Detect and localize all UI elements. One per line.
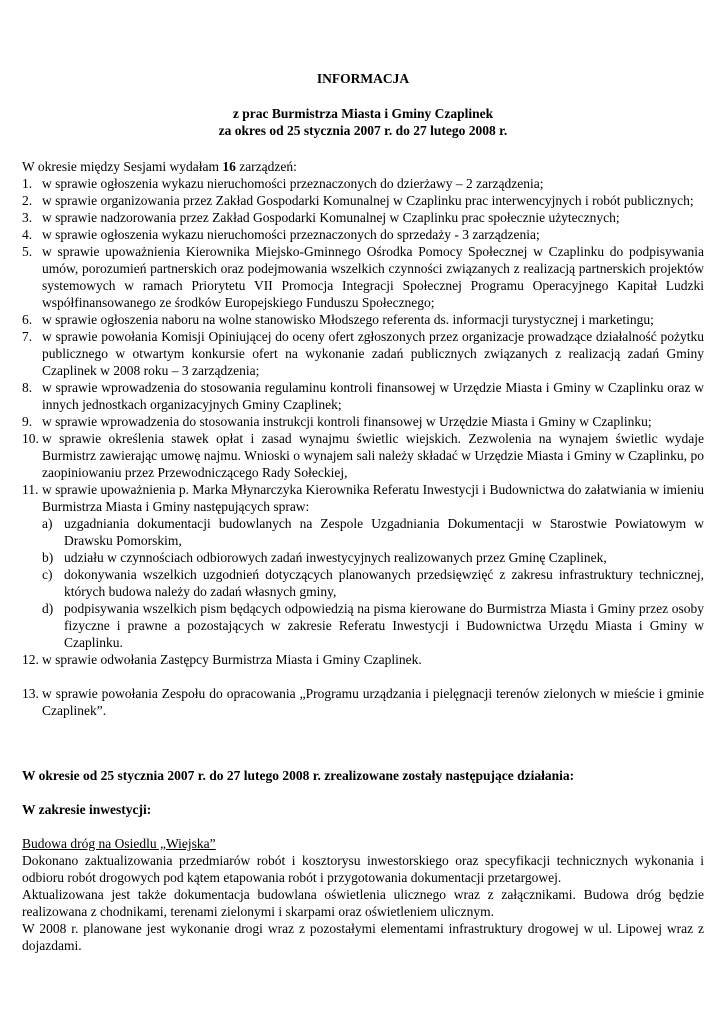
paragraph: Dokonano zaktualizowania przedmiarów robót i kosztorysu inwestorskiego oraz specyfikacji technicznych wykonania i odbioru robót drogowych pod kątem etapowania robót i przygotowania dokumentacji przetargowej. [22,853,704,885]
sub-list-item: b) udziału w czynnościach odbiorowych zadań inwestycyjnych realizowanych przez Gminę Czaplinek, [42,550,607,565]
list-item: 3. w sprawie nadzorowania przez Zakład Gospodarki Komunalnej w Czaplinku prac społecznie użytecznych; [22,210,620,225]
list-item: 12. w sprawie odwołania Zastępcy Burmistrza Miasta i Gminy Czaplinek. [22,652,422,667]
list-item: 2. w sprawie organizowania przez Zakład Gospodarki Komunalnej w Czaplinku prac interwencyjnych i robót publicznych; [22,193,694,208]
list-item: 5. w sprawie upoważnienia Kierownika Miejsko-Gminnego Ośrodka Pomocy Społecznej w Czaplinku do podpisywania umów, porozumień partnerskich oraz podejmowania wszelkich czynności związanych z realizacją partnerskich projektów systemowych w ramach Priorytetu VII Promocja Integracji Społecznej Programu Operacyjnego Kapitał Ludzki współfinansowanego ze środków Europejskiego Funduszu Społecznego; [22,244,704,310]
list-item: 1. w sprawie ogłoszenia wykazu nieruchomości przeznaczonych do dzierżawy – 2 zarządzenia; [22,176,544,191]
list-item: 9. w sprawie wprowadzenia do stosowania instrukcji kontroli finansowej w Urzędzie Miasta i Gminy w Czaplinku; [22,414,652,429]
list-item: 6. w sprawie ogłoszenia naboru na wolne stanowisko Młodszego referenta ds. informacji turystycznej i marketingu; [22,312,654,327]
road-title: Budowa dróg na Osiedlu „Wiejska” [22,836,216,851]
sub-list-item: d) podpisywania wszelkich pism będących odpowiedzią na pisma kierowane do Burmistrza Miasta i Gminy przez osoby fizyczne i prawne a pozostających w zakresie Referatu Inwestycji i Budownictwa Urzędu Miasta i Gminy w Czaplinku. [42,601,704,650]
list-item: 10. w sprawie określenia stawek opłat i zasad wynajmu świetlic wiejskich. Zezwolenia na wynajem świetlic wydaje Burmistrz zawierając umowę najmu. Wnioski o wynajem sali należy składać w Urzędzie Miasta i Gminy w Czaplinku, po zaopiniowaniu przez Przewodniczącego Rady Sołeckiej, [22,431,704,480]
document-subtitle-line2: za okres od 25 stycznia 2007 r. do 27 lutego 2008 r. [218,123,508,138]
list-item: 8. w sprawie wprowadzenia do stosowania regulaminu kontroli finansowej w Urzędzie Miasta i Gminy w Czaplinku oraz w innych jednostkach organizacyjnych Gminy Czaplinek; [22,380,704,412]
sub-list-item: c) dokonywania wszelkich uzgodnień dotyczących planowanych przedsięwzięć z zakresu infrastruktury technicznej, których budowa należy do zadań własnych gminy, [42,567,704,599]
section-heading: W okresie od 25 stycznia 2007 r. do 27 lutego 2008 r. zrealizowane zostały następujące działania: [22,768,575,783]
document-page [22,70,704,954]
paragraph: Aktualizowana jest także dokumentacja budowlana oświetlenia ulicznego wraz z załącznikami. Budowa dróg będzie realizowana z chodnikami, terenami zielonymi i skarpami oraz oświetleniem ulicznym. [22,887,704,919]
paragraph: W 2008 r. planowane jest wykonanie drogi wraz z pozostałymi elementami infrastruktury drogowej w ul. Lipowej wraz z dojazdami. [22,921,704,953]
list-item: 13. w sprawie powołania Zespołu do opracowania „Programu urządzania i pielęgnacji terenów zielonych w mieście i gminie Czaplinek”. [22,686,704,718]
document-title: INFORMACJA [316,71,410,86]
investments-heading: W zakresie inwestycji: [22,802,152,817]
sub-list [22,515,704,651]
sub-list-item: a) uzgadniania dokumentacji budowlanych na Zespole Uzgadniania Dokumentacji w Starostwie Powiatowym w Drawsku Pomorskim, [42,516,704,548]
intro-count: 16 [222,159,236,174]
document-subtitle-line1: z prac Burmistrza Miasta i Gminy Czaplinek [232,106,494,121]
list-item: 7. w sprawie powołania Komisji Opiniującej do oceny ofert zgłoszonych przez organizacje prowadzące działalność pożytku publicznego w otwartym konkursie ofert na wykonanie zadań publicznych związanych z realizacją zadań Gminy Czaplinek w 2008 roku – 3 zarządzenia; [22,329,704,378]
list-item: 4. w sprawie ogłoszenia wykazu nieruchomości przeznaczonych do sprzedaży - 3 zarządzenia; [22,227,540,242]
orders-list [22,175,704,719]
list-item: 11. w sprawie upoważnienia p. Marka Młynarczyka Kierownika Referatu Inwestycji i Budownictwa do załatwiania w imieniu Burmistrza Miasta i Gminy następujących spraw: a) uzgadniania dokumentacji budowlanych na Zespole Uzgadniania Dokumentacji w Starostwie Powiatowym w Drawsku Pomorskim, b) udziału w czynnościach odbiorowych zadań inwestycyjnych realizowanych przez Gminę Czaplinek, c) dokonywania wszelkich uzgodnień dotyczących planowanych przedsięwzięć z zakresu infrastruktury technicznej, których budowa należy do zadań własnych gminy, d) podpisywania wszelkich pism będących odpowiedzią na pisma kierowane do Burmistrza Miasta i Gminy przez osoby fizyczne i prawne a pozostających w zakresie Referatu Inwestycji i Budownictwa Urzędu Miasta i Gminy w Czaplinku. [22,482,704,650]
intro-text: W okresie między Sesjami wydałam 16 zarządzeń: [22,159,297,174]
